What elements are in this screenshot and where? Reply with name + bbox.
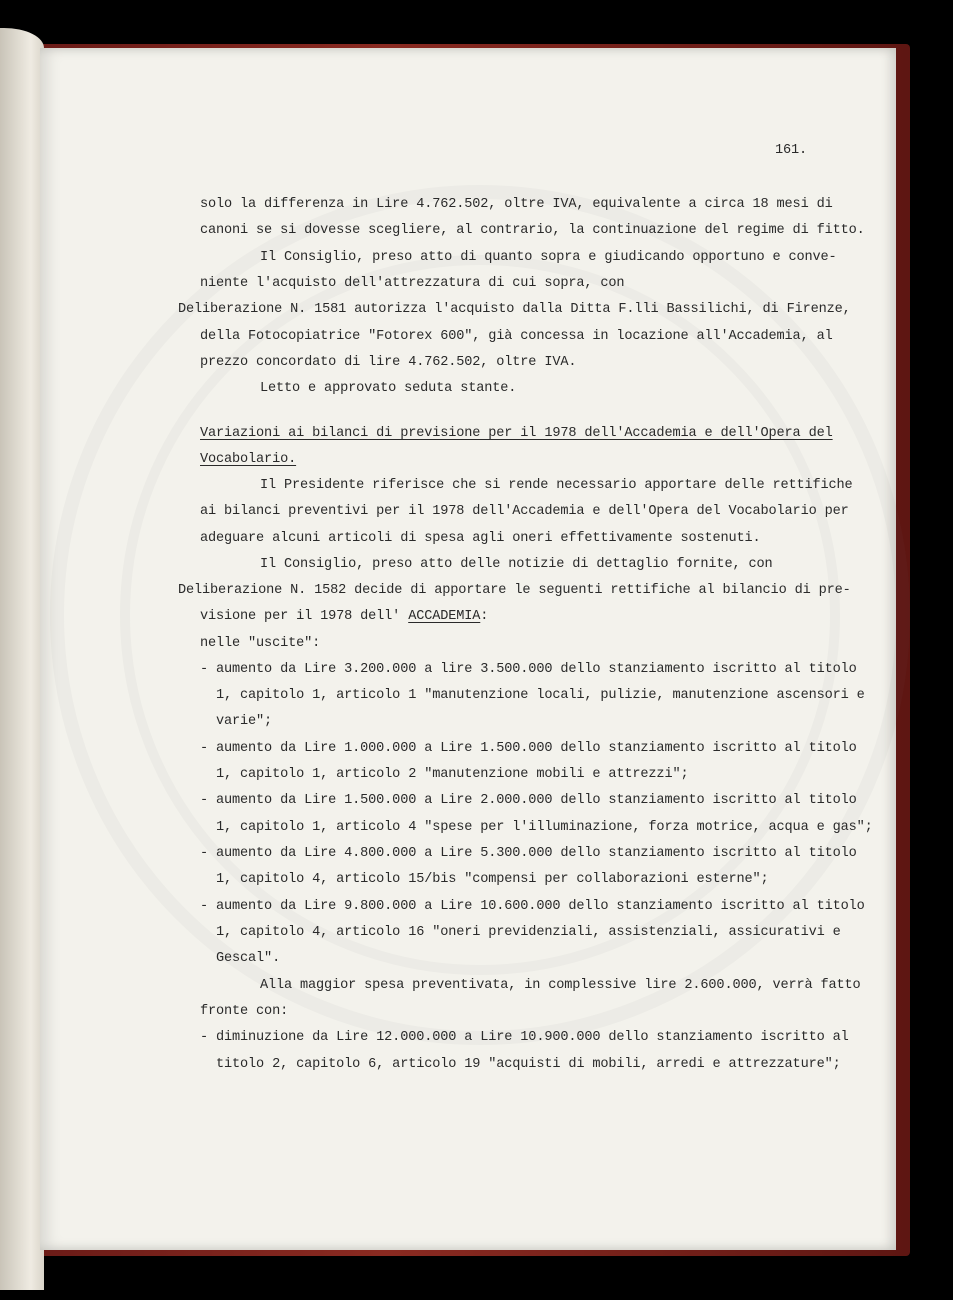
section-heading: Variazioni ai bilanci di previsione per il 1978 dell'Accademia e dell'Opera del	[200, 426, 833, 441]
list-item: 1, capitolo 1, articolo 2 "manutenzione mobili e attrezzi";	[200, 767, 689, 782]
deliberation-line: della Fotocopiatrice "Fotorex 600", già concessa in locazione all'Accademia, al	[200, 329, 833, 344]
paragraph-line: niente l'acquisto dell'attrezzatura di cui sopra, con	[200, 276, 625, 291]
accademia-label: ACCADEMIA	[408, 609, 481, 624]
paragraph-line: adeguare alcuni articoli di spesa agli oneri effettivamente sostenuti.	[200, 531, 761, 546]
list-item: titolo 2, capitolo 6, articolo 19 "acquisti di mobili, arredi e attrezzature";	[200, 1057, 841, 1072]
list-item: 1, capitolo 1, articolo 4 "spese per l'illuminazione, forza motrice, acqua e gas";	[200, 820, 873, 835]
list-item: - aumento da Lire 9.800.000 a Lire 10.600.000 dello stanziamento iscritto al titolo	[200, 899, 865, 914]
list-item: 1, capitolo 1, articolo 1 "manutenzione locali, pulizie, manutenzione ascensori e	[200, 688, 865, 703]
paragraph-line: canoni se si dovesse scegliere, al contrario, la continuazione del regime di fitto.	[200, 223, 865, 238]
paragraph-line: Il Presidente riferisce che si rende necessario apportare delle rettifiche	[260, 478, 853, 493]
section-heading: Vocabolario.	[200, 452, 297, 467]
list-item: - aumento da Lire 1.500.000 a Lire 2.000.000 dello stanziamento iscritto al titolo	[200, 793, 857, 808]
deliberation-line: Deliberazione N. 1581 autorizza l'acquisto dalla Ditta F.lli Bassilichi, di Firenze,	[178, 302, 851, 317]
list-item: 1, capitolo 4, articolo 16 "oneri previdenziali, assistenziali, assicurativi e	[200, 925, 841, 940]
list-item: - aumento da Lire 1.000.000 a Lire 1.500.000 dello stanziamento iscritto al titolo	[200, 741, 857, 756]
deliberation-line	[200, 604, 488, 630]
list-item: 1, capitolo 4, articolo 15/bis "compensi per collaborazioni esterne";	[200, 872, 769, 887]
page-number: 161.	[775, 143, 808, 158]
deliberation-text: visione per il 1978 dell'	[200, 609, 409, 624]
paragraph-line: Alla maggior spesa preventivata, in complessive lire 2.600.000, verrà fatto	[260, 978, 861, 993]
deliberation-line: Deliberazione N. 1582 decide di apportare le seguenti rettifiche al bilancio di pre-	[178, 583, 851, 598]
previous-page-edge	[0, 28, 44, 1290]
list-item: - diminuzione da Lire 12.000.000 a Lire 10.900.000 dello stanziamento iscritto al	[200, 1030, 849, 1045]
paragraph-line: Il Consiglio, preso atto di quanto sopra e giudicando opportuno e conve-	[260, 250, 837, 265]
paragraph-line: Il Consiglio, preso atto delle notizie di dettaglio fornite, con	[260, 557, 773, 572]
list-item: Gescal".	[200, 951, 281, 966]
deliberation-text: :	[480, 609, 489, 624]
list-item: - aumento da Lire 3.200.000 a lire 3.500.000 dello stanziamento iscritto al titolo	[200, 662, 857, 677]
approval-line: Letto e approvato seduta stante.	[260, 381, 517, 396]
paragraph-line: ai bilanci preventivi per il 1978 dell'Accademia e dell'Opera del Vocabolario per	[200, 504, 849, 519]
uscite-label: nelle "uscite":	[200, 636, 321, 651]
deliberation-line: prezzo concordato di lire 4.762.502, oltre IVA.	[200, 355, 577, 370]
list-item: varie";	[200, 714, 273, 729]
list-item: - aumento da Lire 4.800.000 a Lire 5.300.000 dello stanziamento iscritto al titolo	[200, 846, 857, 861]
paragraph-line: fronte con:	[200, 1004, 289, 1019]
paragraph-line: solo la differenza in Lire 4.762.502, oltre IVA, equivalente a circa 18 mesi di	[200, 197, 833, 212]
